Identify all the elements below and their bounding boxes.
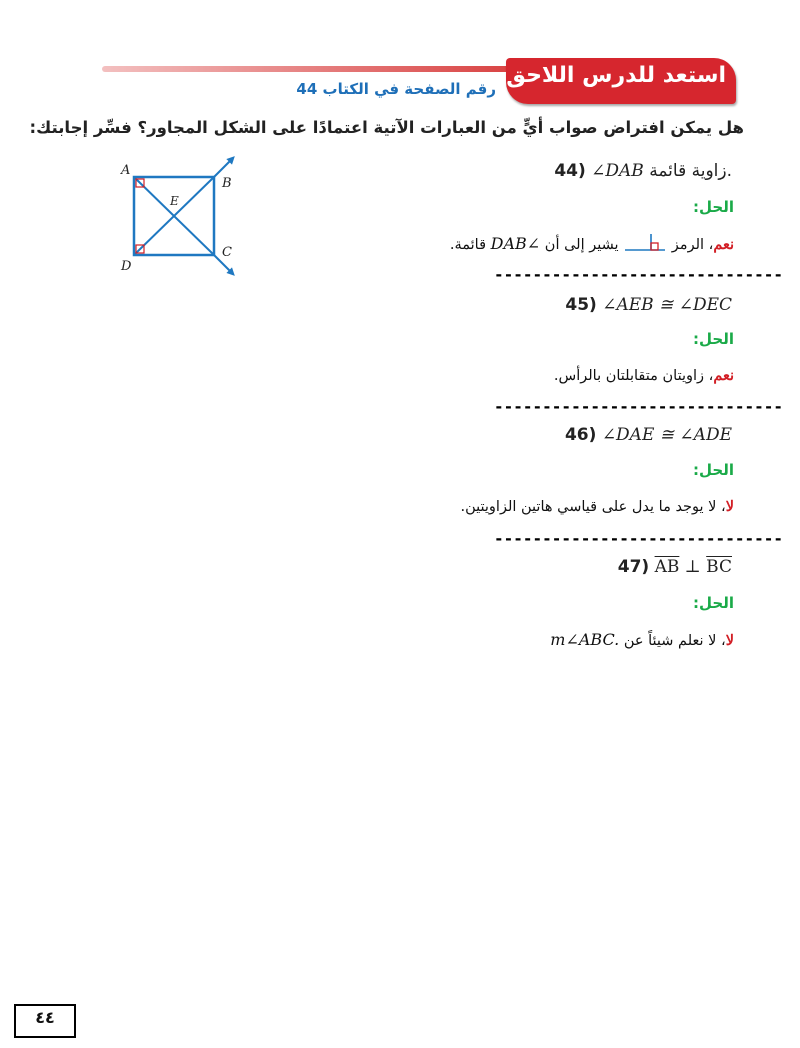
label-e: E [170,194,179,208]
answer-word: نعم [713,367,734,384]
statement-math [655,557,732,577]
answer-text: ، زاويتان متقابلتان بالرأس. [553,368,714,384]
question-47 [618,557,732,577]
question-number: 47) [617,557,650,577]
segment-ab: $\overline{AB}$ [654,557,680,577]
answer-word: لا [725,632,734,649]
statement-text: زاوية قائمة. [649,161,732,181]
label-c: C [222,245,232,260]
answer-word: لا [725,498,734,515]
answer-46 [461,498,735,515]
statement-math: ∠DAE ≅ ∠ADE [601,425,732,445]
answer-text: ، لا يوجد ما يدل على قياسي هاتين الزاويتين. [460,499,726,515]
answer-math: m∠ABC. [550,630,620,649]
question-45 [565,295,732,315]
solution-label: الحل: [693,198,734,216]
solution-label: الحل: [693,461,734,479]
answer-44 [450,233,734,253]
square-figure [112,150,252,280]
header-line [102,66,542,72]
solution-label: الحل: [693,594,734,612]
instructions: هل يمكن افتراض صواب أيٍّ من العبارات الآتية اعتمادًا على الشكل المجاور؟ فسِّر إجابتك: [29,118,744,137]
answer-math: ∠DAB [490,234,541,253]
answer-text: يشير إلى أن [544,237,619,253]
right-angle-symbol-icon [623,233,667,253]
book-page-reference: رقم الصفحة في الكتاب 44 [296,80,496,98]
question-number: 45) [565,295,597,315]
question-46 [565,425,732,445]
label-b: B [222,176,232,191]
perpendicular-symbol: ⊥ [684,557,701,577]
statement-math: ∠DAB [591,161,644,181]
answer-text: قائمة. [449,237,487,253]
label-a: A [121,163,131,178]
answer-text: ، الرمز [671,237,714,253]
statement-math: ∠AEB ≅ ∠DEC [602,295,732,315]
separator: ------------------------------ [494,265,783,284]
question-number: 46) [564,425,597,445]
answer-text: ، لا نعلم شيئاً عن [623,633,726,649]
question-44 [554,161,732,181]
section-title: استعد للدرس اللاحق [506,63,726,88]
answer-47 [550,630,734,649]
separator: ------------------------------ [494,397,783,416]
question-number: 44) [554,161,586,181]
ray-b [214,159,232,177]
solution-label: الحل: [693,330,734,348]
answer-word: نعم [713,236,734,253]
label-d: D [121,259,132,274]
page-number: ٤٤ [35,1008,55,1027]
answer-45 [554,367,734,384]
segment-bc: $\overline{BC}$ [706,557,732,577]
separator: ------------------------------ [494,529,783,548]
